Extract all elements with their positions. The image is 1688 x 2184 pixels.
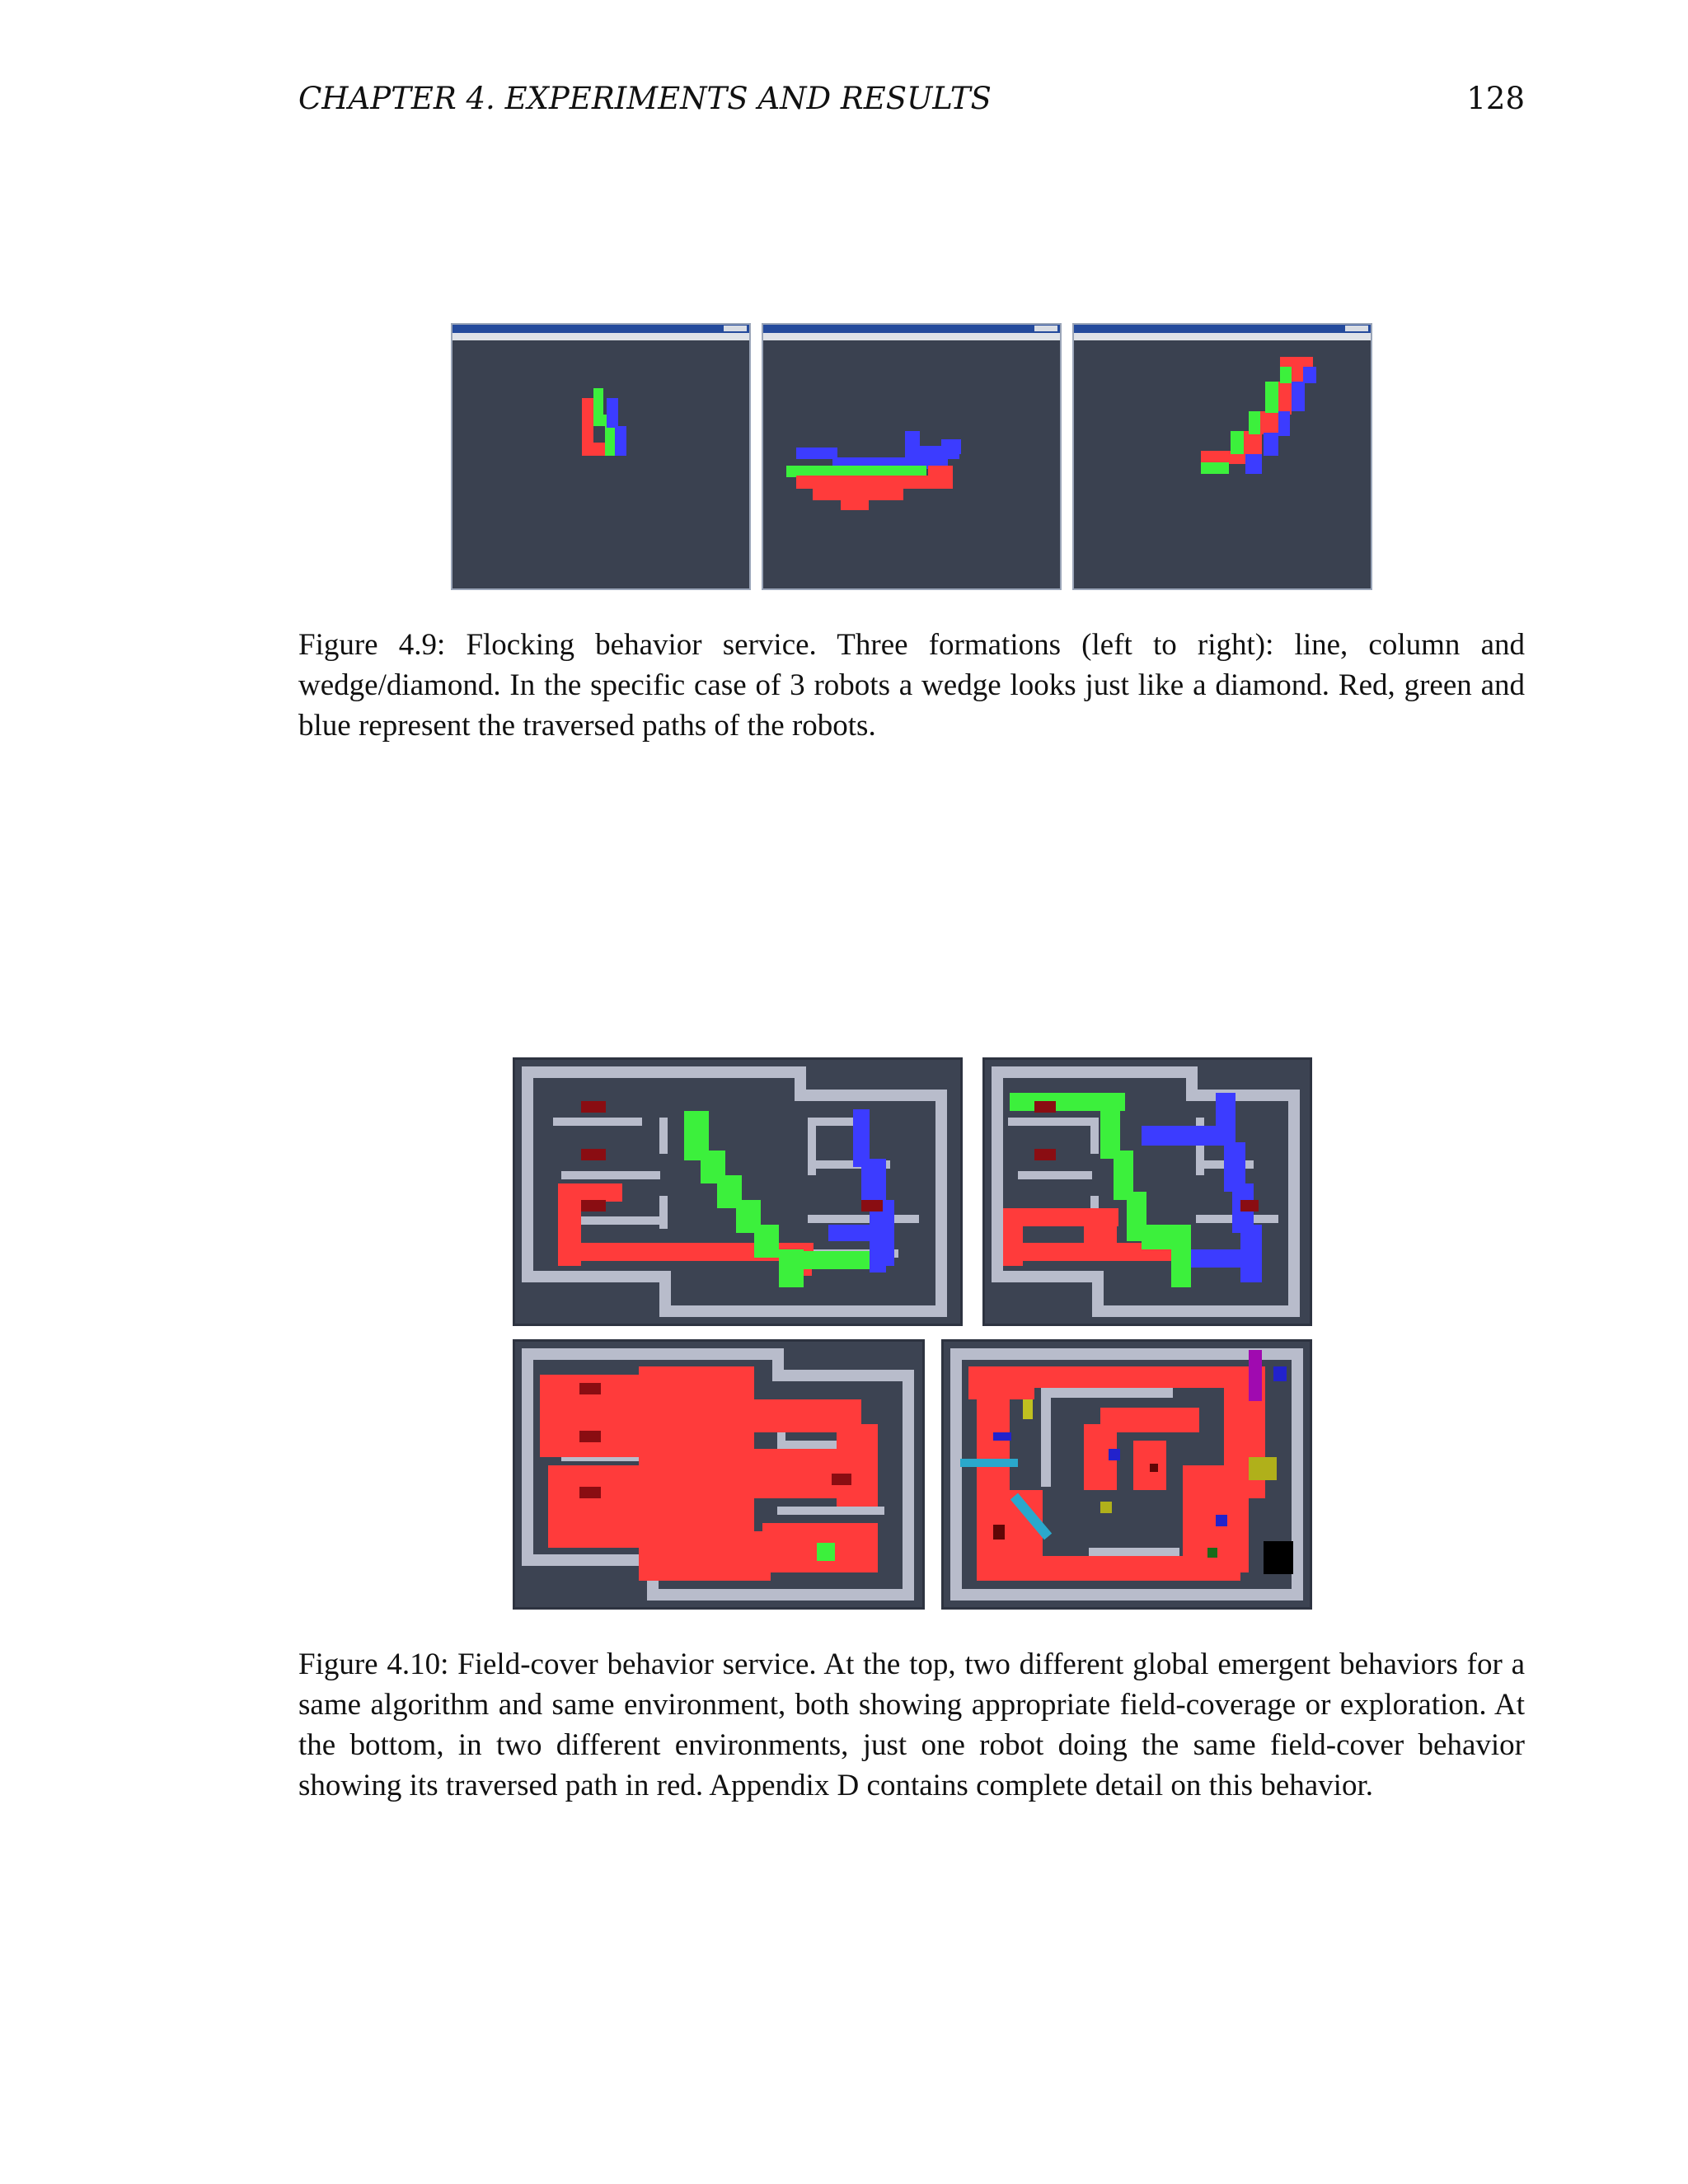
blue-path bbox=[796, 431, 961, 469]
fieldcover-bottom-right bbox=[941, 1339, 1312, 1610]
line-formation-paths bbox=[452, 340, 749, 588]
window-titlebar bbox=[452, 325, 749, 333]
top-right-map bbox=[985, 1060, 1310, 1324]
green-path bbox=[817, 1543, 835, 1561]
wedge-formation-paths bbox=[1074, 340, 1371, 588]
figure-4-10 bbox=[513, 1057, 1312, 1610]
chapter-title: CHAPTER 4. EXPERIMENTS AND RESULTS bbox=[298, 81, 992, 116]
window-controls-icon bbox=[724, 326, 747, 331]
flocking-column-panel bbox=[762, 323, 1062, 590]
flocking-line-panel bbox=[451, 323, 751, 590]
column-formation-paths bbox=[763, 340, 1060, 588]
window-menubar bbox=[763, 333, 1060, 340]
top-left-map bbox=[515, 1060, 960, 1324]
window-titlebar bbox=[1074, 325, 1371, 333]
window-titlebar bbox=[763, 325, 1060, 333]
figure-4-9 bbox=[451, 323, 1372, 590]
figure-4-10-caption: Figure 4.10: Field-cover behavior service. At the top, two different global emergent behaviors for a same algorithm and same environment, both showing appropriate field-coverage or exploration. At the bottom, in two different environments, just one robot doing the same field-cover behavior showing its traversed path in red. Appendix D contains complete detail on this behavior. bbox=[298, 1647, 1525, 1802]
fieldcover-bottom-left bbox=[513, 1339, 925, 1610]
page-number: 128 bbox=[1466, 81, 1525, 116]
bottom-left-map bbox=[515, 1342, 922, 1607]
window-menubar bbox=[1074, 333, 1371, 340]
blue-path bbox=[828, 1109, 894, 1272]
bottom-right-map bbox=[944, 1342, 1310, 1607]
flocking-wedge-panel bbox=[1072, 323, 1372, 590]
window-controls-icon bbox=[1345, 326, 1368, 331]
fieldcover-top-left bbox=[513, 1057, 963, 1326]
fieldcover-top-right bbox=[982, 1057, 1312, 1326]
running-header bbox=[298, 81, 1525, 124]
window-menubar bbox=[452, 333, 749, 340]
window-controls-icon bbox=[1034, 326, 1057, 331]
figure-4-9-caption: Figure 4.9: Flocking behavior service. Three formations (left to right): line, column and wedge/diamond. In the specific case of 3 robots a wedge looks just like a diamond. Red, green and blue represent the traversed paths of the robots. bbox=[298, 628, 1525, 743]
